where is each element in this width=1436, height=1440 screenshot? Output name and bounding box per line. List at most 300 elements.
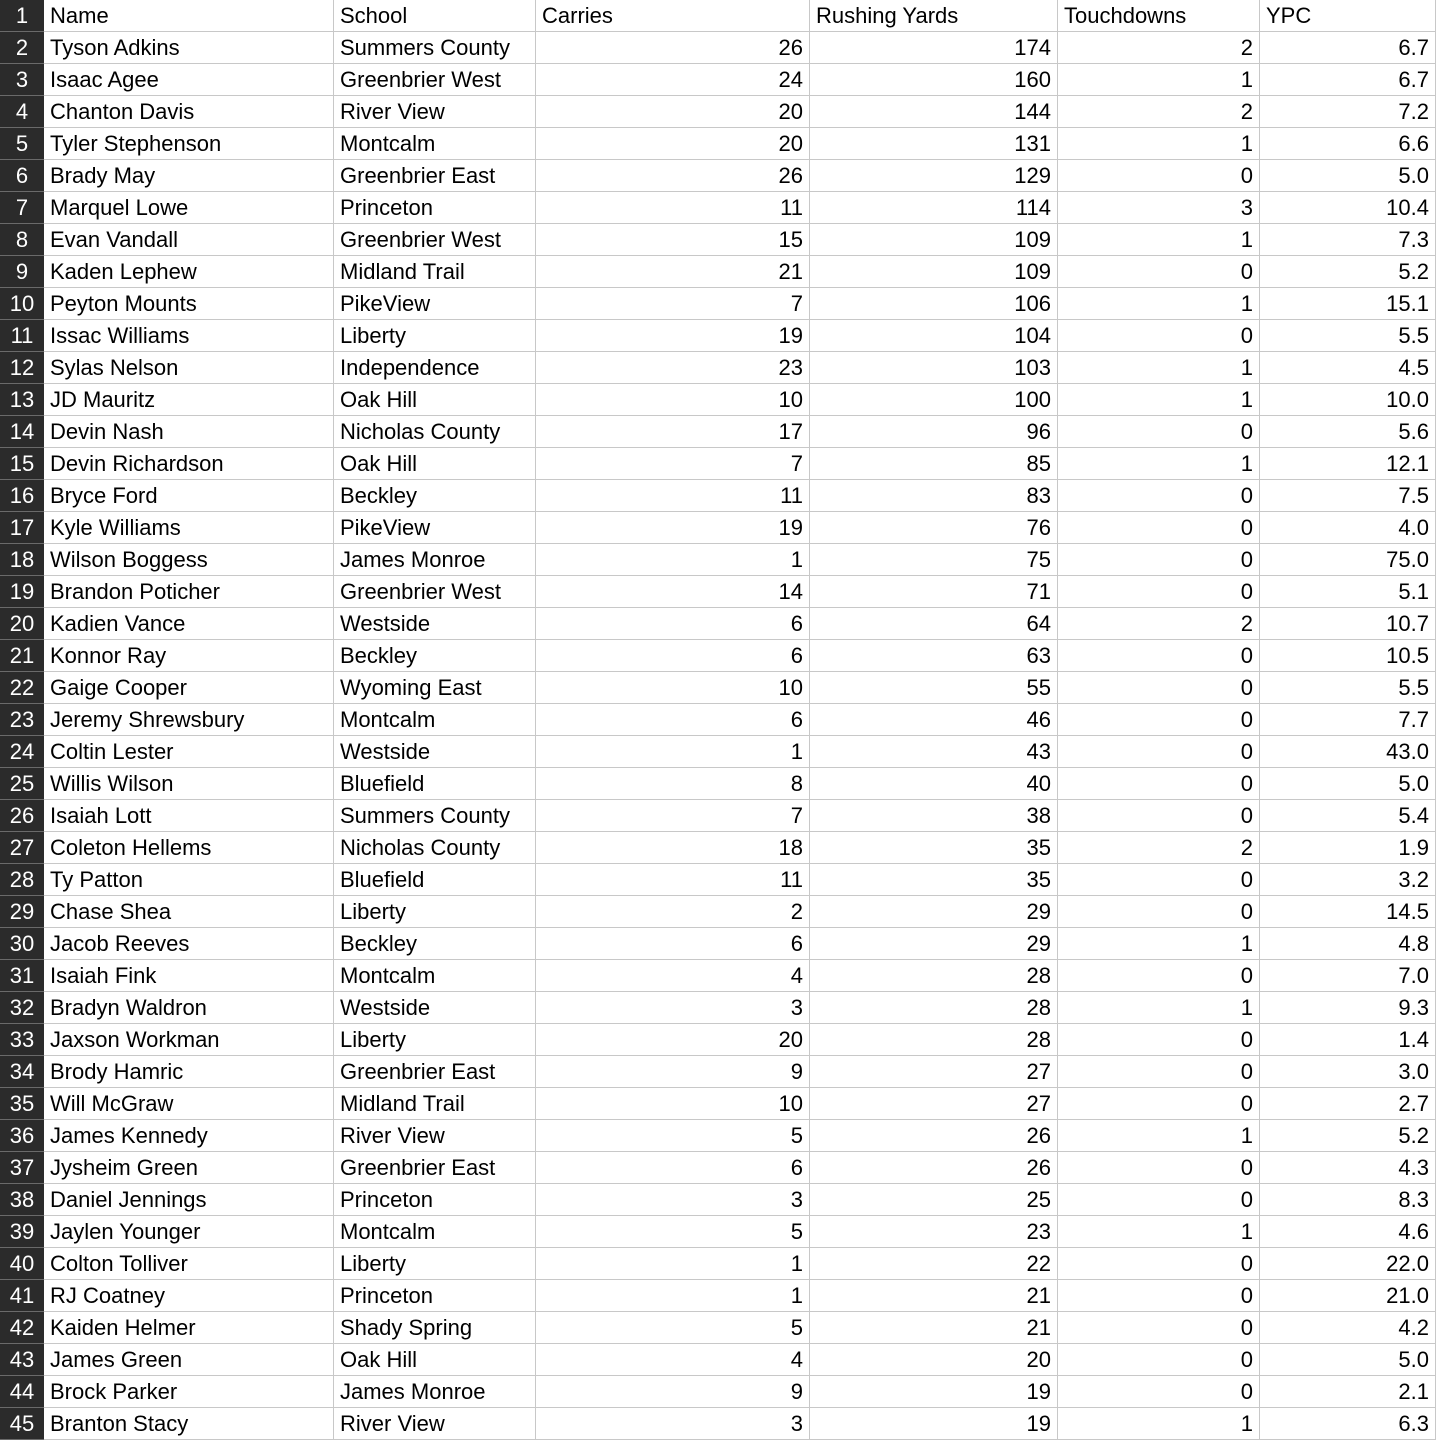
cell-touchdowns[interactable]: 0	[1058, 576, 1260, 608]
cell-school[interactable]: Greenbrier West	[334, 64, 536, 96]
cell-carries[interactable]: 5	[536, 1312, 810, 1344]
row-number[interactable]: 19	[0, 576, 44, 608]
cell-touchdowns[interactable]: 0	[1058, 704, 1260, 736]
row-number[interactable]: 31	[0, 960, 44, 992]
cell-touchdowns[interactable]: 1	[1058, 928, 1260, 960]
cell-ypc[interactable]: 5.0	[1260, 1344, 1436, 1376]
cell-name[interactable]: Jysheim Green	[44, 1152, 334, 1184]
cell-name[interactable]: Jacob Reeves	[44, 928, 334, 960]
cell-carries[interactable]: 7	[536, 288, 810, 320]
cell-carries[interactable]: 6	[536, 704, 810, 736]
cell-touchdowns[interactable]: 0	[1058, 1088, 1260, 1120]
cell-school[interactable]: Oak Hill	[334, 1344, 536, 1376]
cell-school[interactable]: Princeton	[334, 1280, 536, 1312]
cell-carries[interactable]: 3	[536, 1408, 810, 1440]
cell-rushing-yards[interactable]: 109	[810, 256, 1058, 288]
cell-name[interactable]: Coltin Lester	[44, 736, 334, 768]
row-number[interactable]: 26	[0, 800, 44, 832]
cell-carries[interactable]: 14	[536, 576, 810, 608]
cell-carries[interactable]: 26	[536, 160, 810, 192]
cell-rushing-yards[interactable]: 22	[810, 1248, 1058, 1280]
cell-rushing-yards[interactable]: 29	[810, 896, 1058, 928]
cell-touchdowns[interactable]: 0	[1058, 1184, 1260, 1216]
row-number[interactable]: 21	[0, 640, 44, 672]
cell-touchdowns[interactable]: 1	[1058, 352, 1260, 384]
cell-carries[interactable]: 6	[536, 608, 810, 640]
cell-carries[interactable]: 6	[536, 640, 810, 672]
row-number[interactable]: 5	[0, 128, 44, 160]
cell-carries[interactable]: 2	[536, 896, 810, 928]
cell-rushing-yards[interactable]: 28	[810, 1024, 1058, 1056]
cell-ypc[interactable]: 5.2	[1260, 1120, 1436, 1152]
row-number[interactable]: 44	[0, 1376, 44, 1408]
row-number[interactable]: 9	[0, 256, 44, 288]
cell-touchdowns[interactable]: 0	[1058, 896, 1260, 928]
cell-name[interactable]: Isaiah Fink	[44, 960, 334, 992]
cell-rushing-yards[interactable]: 63	[810, 640, 1058, 672]
cell-touchdowns[interactable]: 1	[1058, 384, 1260, 416]
cell-ypc[interactable]: 7.0	[1260, 960, 1436, 992]
cell-touchdowns[interactable]: 1	[1058, 1408, 1260, 1440]
cell-ypc[interactable]: 14.5	[1260, 896, 1436, 928]
row-number[interactable]: 27	[0, 832, 44, 864]
cell-ypc[interactable]: 6.7	[1260, 32, 1436, 64]
cell-name[interactable]: Will McGraw	[44, 1088, 334, 1120]
column-header-carries[interactable]: Carries	[536, 0, 810, 32]
cell-ypc[interactable]: 4.3	[1260, 1152, 1436, 1184]
cell-carries[interactable]: 5	[536, 1120, 810, 1152]
cell-rushing-yards[interactable]: 114	[810, 192, 1058, 224]
cell-name[interactable]: Isaac Agee	[44, 64, 334, 96]
cell-ypc[interactable]: 12.1	[1260, 448, 1436, 480]
cell-name[interactable]: Willis Wilson	[44, 768, 334, 800]
cell-rushing-yards[interactable]: 28	[810, 960, 1058, 992]
cell-rushing-yards[interactable]: 35	[810, 832, 1058, 864]
row-number[interactable]: 32	[0, 992, 44, 1024]
cell-ypc[interactable]: 3.0	[1260, 1056, 1436, 1088]
row-number[interactable]: 15	[0, 448, 44, 480]
cell-carries[interactable]: 20	[536, 96, 810, 128]
cell-school[interactable]: Independence	[334, 352, 536, 384]
cell-ypc[interactable]: 4.8	[1260, 928, 1436, 960]
cell-name[interactable]: Gaige Cooper	[44, 672, 334, 704]
cell-carries[interactable]: 20	[536, 1024, 810, 1056]
cell-rushing-yards[interactable]: 109	[810, 224, 1058, 256]
cell-rushing-yards[interactable]: 174	[810, 32, 1058, 64]
cell-school[interactable]: Liberty	[334, 1248, 536, 1280]
cell-ypc[interactable]: 7.5	[1260, 480, 1436, 512]
cell-school[interactable]: River View	[334, 1408, 536, 1440]
cell-touchdowns[interactable]: 0	[1058, 544, 1260, 576]
cell-rushing-yards[interactable]: 55	[810, 672, 1058, 704]
cell-school[interactable]: Midland Trail	[334, 1088, 536, 1120]
cell-carries[interactable]: 10	[536, 672, 810, 704]
cell-ypc[interactable]: 10.7	[1260, 608, 1436, 640]
cell-school[interactable]: Montcalm	[334, 128, 536, 160]
row-number[interactable]: 40	[0, 1248, 44, 1280]
cell-school[interactable]: PikeView	[334, 288, 536, 320]
cell-name[interactable]: Jeremy Shrewsbury	[44, 704, 334, 736]
cell-rushing-yards[interactable]: 27	[810, 1056, 1058, 1088]
row-number[interactable]: 13	[0, 384, 44, 416]
cell-ypc[interactable]: 6.3	[1260, 1408, 1436, 1440]
cell-rushing-yards[interactable]: 64	[810, 608, 1058, 640]
cell-school[interactable]: Summers County	[334, 800, 536, 832]
cell-school[interactable]: PikeView	[334, 512, 536, 544]
cell-touchdowns[interactable]: 2	[1058, 832, 1260, 864]
row-number[interactable]: 29	[0, 896, 44, 928]
cell-name[interactable]: Issac Williams	[44, 320, 334, 352]
cell-name[interactable]: Brady May	[44, 160, 334, 192]
cell-name[interactable]: Jaxson Workman	[44, 1024, 334, 1056]
cell-carries[interactable]: 26	[536, 32, 810, 64]
cell-ypc[interactable]: 5.0	[1260, 160, 1436, 192]
row-number[interactable]: 22	[0, 672, 44, 704]
cell-carries[interactable]: 19	[536, 320, 810, 352]
cell-name[interactable]: Kyle Williams	[44, 512, 334, 544]
cell-carries[interactable]: 6	[536, 1152, 810, 1184]
cell-ypc[interactable]: 10.0	[1260, 384, 1436, 416]
cell-school[interactable]: Bluefield	[334, 864, 536, 896]
cell-carries[interactable]: 19	[536, 512, 810, 544]
cell-rushing-yards[interactable]: 85	[810, 448, 1058, 480]
cell-name[interactable]: Tyson Adkins	[44, 32, 334, 64]
cell-school[interactable]: Liberty	[334, 1024, 536, 1056]
cell-rushing-yards[interactable]: 106	[810, 288, 1058, 320]
cell-name[interactable]: Devin Richardson	[44, 448, 334, 480]
cell-touchdowns[interactable]: 0	[1058, 864, 1260, 896]
cell-ypc[interactable]: 7.2	[1260, 96, 1436, 128]
cell-school[interactable]: Shady Spring	[334, 1312, 536, 1344]
cell-carries[interactable]: 1	[536, 736, 810, 768]
cell-carries[interactable]: 3	[536, 992, 810, 1024]
cell-touchdowns[interactable]: 0	[1058, 1056, 1260, 1088]
cell-rushing-yards[interactable]: 28	[810, 992, 1058, 1024]
cell-ypc[interactable]: 3.2	[1260, 864, 1436, 896]
cell-name[interactable]: Tyler Stephenson	[44, 128, 334, 160]
row-number[interactable]: 25	[0, 768, 44, 800]
cell-carries[interactable]: 4	[536, 960, 810, 992]
cell-rushing-yards[interactable]: 129	[810, 160, 1058, 192]
cell-touchdowns[interactable]: 0	[1058, 1312, 1260, 1344]
cell-name[interactable]: Brody Hamric	[44, 1056, 334, 1088]
cell-rushing-yards[interactable]: 26	[810, 1152, 1058, 1184]
cell-school[interactable]: Montcalm	[334, 704, 536, 736]
cell-ypc[interactable]: 7.3	[1260, 224, 1436, 256]
cell-touchdowns[interactable]: 0	[1058, 1152, 1260, 1184]
row-number[interactable]: 33	[0, 1024, 44, 1056]
cell-rushing-yards[interactable]: 100	[810, 384, 1058, 416]
cell-rushing-yards[interactable]: 131	[810, 128, 1058, 160]
cell-carries[interactable]: 11	[536, 864, 810, 896]
cell-school[interactable]: James Monroe	[334, 1376, 536, 1408]
cell-touchdowns[interactable]: 0	[1058, 1280, 1260, 1312]
row-number[interactable]: 17	[0, 512, 44, 544]
cell-school[interactable]: Summers County	[334, 32, 536, 64]
cell-rushing-yards[interactable]: 96	[810, 416, 1058, 448]
cell-touchdowns[interactable]: 0	[1058, 1344, 1260, 1376]
row-number[interactable]: 7	[0, 192, 44, 224]
cell-touchdowns[interactable]: 0	[1058, 960, 1260, 992]
cell-name[interactable]: JD Mauritz	[44, 384, 334, 416]
cell-carries[interactable]: 7	[536, 800, 810, 832]
cell-rushing-yards[interactable]: 35	[810, 864, 1058, 896]
cell-touchdowns[interactable]: 0	[1058, 800, 1260, 832]
cell-name[interactable]: Bryce Ford	[44, 480, 334, 512]
cell-name[interactable]: Brandon Poticher	[44, 576, 334, 608]
cell-touchdowns[interactable]: 2	[1058, 608, 1260, 640]
cell-touchdowns[interactable]: 0	[1058, 160, 1260, 192]
cell-touchdowns[interactable]: 0	[1058, 320, 1260, 352]
cell-rushing-yards[interactable]: 20	[810, 1344, 1058, 1376]
cell-school[interactable]: Westside	[334, 736, 536, 768]
cell-rushing-yards[interactable]: 25	[810, 1184, 1058, 1216]
cell-school[interactable]: Bluefield	[334, 768, 536, 800]
cell-rushing-yards[interactable]: 104	[810, 320, 1058, 352]
row-number[interactable]: 16	[0, 480, 44, 512]
cell-carries[interactable]: 17	[536, 416, 810, 448]
cell-name[interactable]: Ty Patton	[44, 864, 334, 896]
cell-name[interactable]: James Kennedy	[44, 1120, 334, 1152]
cell-name[interactable]: Jaylen Younger	[44, 1216, 334, 1248]
cell-carries[interactable]: 11	[536, 192, 810, 224]
cell-school[interactable]: Liberty	[334, 896, 536, 928]
row-number[interactable]: 10	[0, 288, 44, 320]
cell-carries[interactable]: 24	[536, 64, 810, 96]
cell-ypc[interactable]: 15.1	[1260, 288, 1436, 320]
cell-school[interactable]: Midland Trail	[334, 256, 536, 288]
cell-carries[interactable]: 15	[536, 224, 810, 256]
cell-rushing-yards[interactable]: 75	[810, 544, 1058, 576]
cell-name[interactable]: RJ Coatney	[44, 1280, 334, 1312]
row-number[interactable]: 43	[0, 1344, 44, 1376]
cell-school[interactable]: Westside	[334, 608, 536, 640]
cell-rushing-yards[interactable]: 38	[810, 800, 1058, 832]
cell-school[interactable]: Nicholas County	[334, 832, 536, 864]
cell-touchdowns[interactable]: 1	[1058, 1216, 1260, 1248]
row-number[interactable]: 39	[0, 1216, 44, 1248]
cell-rushing-yards[interactable]: 19	[810, 1376, 1058, 1408]
row-number[interactable]: 42	[0, 1312, 44, 1344]
row-number[interactable]: 36	[0, 1120, 44, 1152]
cell-school[interactable]: Princeton	[334, 1184, 536, 1216]
cell-touchdowns[interactable]: 2	[1058, 32, 1260, 64]
cell-school[interactable]: Beckley	[334, 928, 536, 960]
cell-carries[interactable]: 18	[536, 832, 810, 864]
cell-touchdowns[interactable]: 3	[1058, 192, 1260, 224]
cell-name[interactable]: Brock Parker	[44, 1376, 334, 1408]
cell-rushing-yards[interactable]: 21	[810, 1312, 1058, 1344]
cell-carries[interactable]: 4	[536, 1344, 810, 1376]
cell-rushing-yards[interactable]: 160	[810, 64, 1058, 96]
cell-touchdowns[interactable]: 0	[1058, 512, 1260, 544]
cell-rushing-yards[interactable]: 29	[810, 928, 1058, 960]
cell-school[interactable]: Princeton	[334, 192, 536, 224]
row-number[interactable]: 12	[0, 352, 44, 384]
cell-touchdowns[interactable]: 0	[1058, 416, 1260, 448]
cell-name[interactable]: Kaden Lephew	[44, 256, 334, 288]
cell-carries[interactable]: 9	[536, 1056, 810, 1088]
row-number[interactable]: 35	[0, 1088, 44, 1120]
cell-name[interactable]: Marquel Lowe	[44, 192, 334, 224]
cell-touchdowns[interactable]: 1	[1058, 992, 1260, 1024]
cell-ypc[interactable]: 43.0	[1260, 736, 1436, 768]
cell-name[interactable]: Peyton Mounts	[44, 288, 334, 320]
cell-ypc[interactable]: 5.1	[1260, 576, 1436, 608]
row-number[interactable]: 34	[0, 1056, 44, 1088]
cell-school[interactable]: James Monroe	[334, 544, 536, 576]
cell-school[interactable]: Montcalm	[334, 960, 536, 992]
cell-school[interactable]: Beckley	[334, 640, 536, 672]
cell-school[interactable]: Greenbrier East	[334, 1152, 536, 1184]
cell-ypc[interactable]: 5.0	[1260, 768, 1436, 800]
cell-carries[interactable]: 20	[536, 128, 810, 160]
cell-school[interactable]: Westside	[334, 992, 536, 1024]
cell-touchdowns[interactable]: 2	[1058, 96, 1260, 128]
cell-name[interactable]: Sylas Nelson	[44, 352, 334, 384]
cell-carries[interactable]: 21	[536, 256, 810, 288]
cell-rushing-yards[interactable]: 144	[810, 96, 1058, 128]
row-number[interactable]: 6	[0, 160, 44, 192]
row-number[interactable]: 37	[0, 1152, 44, 1184]
cell-rushing-yards[interactable]: 76	[810, 512, 1058, 544]
cell-carries[interactable]: 3	[536, 1184, 810, 1216]
cell-ypc[interactable]: 4.6	[1260, 1216, 1436, 1248]
cell-carries[interactable]: 23	[536, 352, 810, 384]
cell-name[interactable]: James Green	[44, 1344, 334, 1376]
cell-rushing-yards[interactable]: 21	[810, 1280, 1058, 1312]
cell-school[interactable]: Greenbrier East	[334, 1056, 536, 1088]
cell-school[interactable]: Wyoming East	[334, 672, 536, 704]
cell-ypc[interactable]: 5.2	[1260, 256, 1436, 288]
cell-carries[interactable]: 10	[536, 1088, 810, 1120]
cell-touchdowns[interactable]: 0	[1058, 640, 1260, 672]
row-number[interactable]: 20	[0, 608, 44, 640]
cell-ypc[interactable]: 21.0	[1260, 1280, 1436, 1312]
cell-ypc[interactable]: 2.7	[1260, 1088, 1436, 1120]
cell-ypc[interactable]: 7.7	[1260, 704, 1436, 736]
cell-name[interactable]: Bradyn Waldron	[44, 992, 334, 1024]
cell-name[interactable]: Isaiah Lott	[44, 800, 334, 832]
cell-school[interactable]: Oak Hill	[334, 384, 536, 416]
cell-ypc[interactable]: 4.5	[1260, 352, 1436, 384]
cell-name[interactable]: Wilson Boggess	[44, 544, 334, 576]
row-number[interactable]: 30	[0, 928, 44, 960]
cell-touchdowns[interactable]: 1	[1058, 1120, 1260, 1152]
cell-touchdowns[interactable]: 0	[1058, 768, 1260, 800]
row-number[interactable]: 24	[0, 736, 44, 768]
row-number[interactable]: 2	[0, 32, 44, 64]
row-number[interactable]: 8	[0, 224, 44, 256]
cell-rushing-yards[interactable]: 26	[810, 1120, 1058, 1152]
cell-carries[interactable]: 10	[536, 384, 810, 416]
cell-carries[interactable]: 7	[536, 448, 810, 480]
cell-school[interactable]: Liberty	[334, 320, 536, 352]
row-number[interactable]: 28	[0, 864, 44, 896]
cell-touchdowns[interactable]: 1	[1058, 128, 1260, 160]
row-number[interactable]: 14	[0, 416, 44, 448]
cell-ypc[interactable]: 75.0	[1260, 544, 1436, 576]
row-number[interactable]: 3	[0, 64, 44, 96]
cell-school[interactable]: River View	[334, 1120, 536, 1152]
cell-touchdowns[interactable]: 0	[1058, 1376, 1260, 1408]
column-header-ypc[interactable]: YPC	[1260, 0, 1436, 32]
cell-name[interactable]: Daniel Jennings	[44, 1184, 334, 1216]
cell-ypc[interactable]: 1.9	[1260, 832, 1436, 864]
cell-ypc[interactable]: 9.3	[1260, 992, 1436, 1024]
cell-school[interactable]: Montcalm	[334, 1216, 536, 1248]
row-number[interactable]: 23	[0, 704, 44, 736]
column-header-school[interactable]: School	[334, 0, 536, 32]
row-number[interactable]: 45	[0, 1408, 44, 1440]
cell-ypc[interactable]: 5.5	[1260, 672, 1436, 704]
cell-rushing-yards[interactable]: 40	[810, 768, 1058, 800]
cell-ypc[interactable]: 4.0	[1260, 512, 1436, 544]
cell-ypc[interactable]: 10.4	[1260, 192, 1436, 224]
cell-school[interactable]: Beckley	[334, 480, 536, 512]
cell-school[interactable]: River View	[334, 96, 536, 128]
cell-ypc[interactable]: 5.5	[1260, 320, 1436, 352]
column-header-name[interactable]: Name	[44, 0, 334, 32]
cell-touchdowns[interactable]: 1	[1058, 224, 1260, 256]
cell-ypc[interactable]: 8.3	[1260, 1184, 1436, 1216]
cell-touchdowns[interactable]: 1	[1058, 64, 1260, 96]
row-number[interactable]: 11	[0, 320, 44, 352]
cell-touchdowns[interactable]: 1	[1058, 288, 1260, 320]
cell-school[interactable]: Greenbrier West	[334, 576, 536, 608]
cell-touchdowns[interactable]: 0	[1058, 256, 1260, 288]
cell-ypc[interactable]: 6.7	[1260, 64, 1436, 96]
cell-rushing-yards[interactable]: 103	[810, 352, 1058, 384]
cell-name[interactable]: Kaiden Helmer	[44, 1312, 334, 1344]
cell-name[interactable]: Coleton Hellems	[44, 832, 334, 864]
cell-carries[interactable]: 11	[536, 480, 810, 512]
cell-name[interactable]: Konnor Ray	[44, 640, 334, 672]
cell-touchdowns[interactable]: 0	[1058, 1248, 1260, 1280]
cell-touchdowns[interactable]: 1	[1058, 448, 1260, 480]
cell-name[interactable]: Chanton Davis	[44, 96, 334, 128]
cell-carries[interactable]: 1	[536, 1248, 810, 1280]
cell-touchdowns[interactable]: 0	[1058, 480, 1260, 512]
row-number[interactable]: 41	[0, 1280, 44, 1312]
cell-ypc[interactable]: 5.6	[1260, 416, 1436, 448]
cell-touchdowns[interactable]: 0	[1058, 1024, 1260, 1056]
row-number[interactable]: 18	[0, 544, 44, 576]
cell-rushing-yards[interactable]: 43	[810, 736, 1058, 768]
cell-carries[interactable]: 8	[536, 768, 810, 800]
cell-name[interactable]: Colton Tolliver	[44, 1248, 334, 1280]
cell-touchdowns[interactable]: 0	[1058, 736, 1260, 768]
cell-name[interactable]: Kadien Vance	[44, 608, 334, 640]
cell-carries[interactable]: 1	[536, 1280, 810, 1312]
cell-ypc[interactable]: 4.2	[1260, 1312, 1436, 1344]
cell-school[interactable]: Nicholas County	[334, 416, 536, 448]
cell-rushing-yards[interactable]: 46	[810, 704, 1058, 736]
cell-name[interactable]: Branton Stacy	[44, 1408, 334, 1440]
cell-rushing-yards[interactable]: 19	[810, 1408, 1058, 1440]
cell-carries[interactable]: 1	[536, 544, 810, 576]
cell-ypc[interactable]: 22.0	[1260, 1248, 1436, 1280]
row-number[interactable]: 4	[0, 96, 44, 128]
cell-rushing-yards[interactable]: 71	[810, 576, 1058, 608]
column-header-rushing-yards[interactable]: Rushing Yards	[810, 0, 1058, 32]
row-number[interactable]: 1	[0, 0, 44, 32]
cell-carries[interactable]: 9	[536, 1376, 810, 1408]
row-number[interactable]: 38	[0, 1184, 44, 1216]
cell-name[interactable]: Chase Shea	[44, 896, 334, 928]
cell-rushing-yards[interactable]: 83	[810, 480, 1058, 512]
cell-ypc[interactable]: 5.4	[1260, 800, 1436, 832]
